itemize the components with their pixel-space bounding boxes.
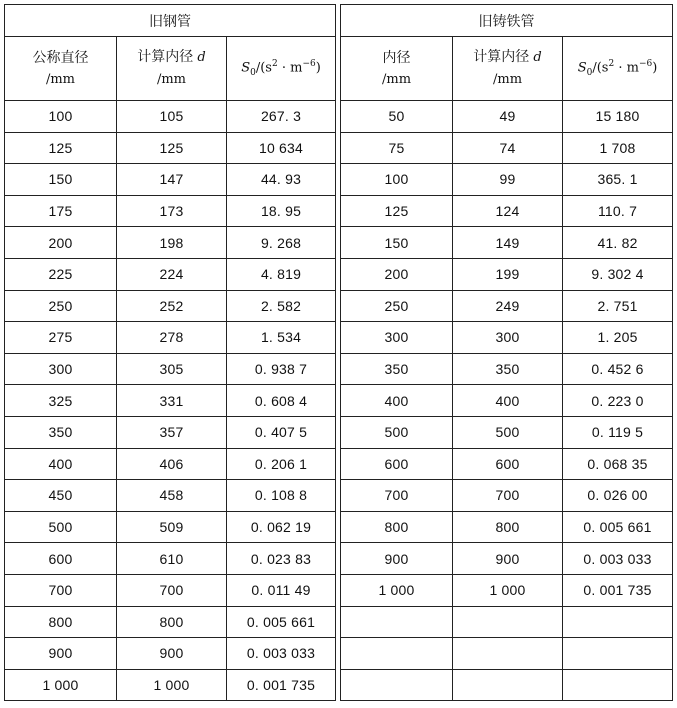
table-row — [5, 195, 336, 227]
empty-cell — [453, 669, 563, 701]
table-row — [341, 164, 673, 196]
steel-col3-sup1: 2 — [271, 59, 278, 70]
table-cell: 357 — [117, 416, 227, 448]
table-cell: 0. 407 5 — [227, 416, 336, 448]
table-cell: 400 — [341, 385, 453, 417]
table-row — [5, 385, 336, 417]
table-row — [341, 385, 673, 417]
table-cell: 250 — [341, 290, 453, 322]
table-cell: 4. 819 — [227, 258, 336, 290]
table-cell: 150 — [5, 164, 117, 196]
table-row — [341, 132, 673, 164]
table-cell: 500 — [453, 416, 563, 448]
steel-s0-header — [227, 37, 336, 101]
table-cell: 200 — [341, 258, 453, 290]
table-cell: 175 — [5, 195, 117, 227]
table-cell: 500 — [5, 511, 117, 543]
table-cell: 0. 005 661 — [563, 511, 673, 543]
steel-col3-sup2: −6 — [302, 59, 316, 70]
steel-table-body — [5, 101, 336, 701]
table-cell: 9. 302 4 — [563, 258, 673, 290]
steel-group-title: 旧钢管 — [5, 5, 336, 37]
table-row — [341, 353, 673, 385]
table-row — [5, 290, 336, 322]
table-cell: 125 — [117, 132, 227, 164]
table-row — [5, 322, 336, 354]
table-row — [341, 543, 673, 575]
table-cell: 0. 001 735 — [227, 669, 336, 701]
steel-col2-name: 计算内径 — [137, 49, 194, 65]
table-cell: 1 000 — [5, 669, 117, 701]
table-cell: 74 — [453, 132, 563, 164]
steel-calc-inner-diameter-header — [117, 37, 227, 101]
table-cell: 0. 452 6 — [563, 353, 673, 385]
table-cell: 110. 7 — [563, 195, 673, 227]
table-cell: 0. 005 661 — [227, 606, 336, 638]
table-cell: 10 634 — [227, 132, 336, 164]
table-cell: 800 — [453, 511, 563, 543]
table-cell: 44. 93 — [227, 164, 336, 196]
empty-cell — [563, 669, 673, 701]
table-cell: 100 — [5, 101, 117, 133]
table-cell: 2. 582 — [227, 290, 336, 322]
table-cell: 225 — [5, 258, 117, 290]
table-cell: 400 — [453, 385, 563, 417]
table-cell: 1. 205 — [563, 322, 673, 354]
table-cell: 300 — [341, 322, 453, 354]
castiron-calc-inner-diameter-header — [453, 37, 563, 101]
table-row — [5, 101, 336, 133]
castiron-col2-unit: /mm — [492, 72, 523, 87]
table-cell: 350 — [341, 353, 453, 385]
table-cell: 800 — [5, 606, 117, 638]
table-cell: 224 — [117, 258, 227, 290]
table-cell: 278 — [117, 322, 227, 354]
empty-cell — [341, 606, 453, 638]
table-cell: 2. 751 — [563, 290, 673, 322]
table-cell: 0. 026 00 — [563, 480, 673, 512]
table-cell: 610 — [117, 543, 227, 575]
table-cell: 350 — [5, 416, 117, 448]
table-row — [341, 669, 673, 701]
table-row — [341, 322, 673, 354]
steel-col3-unit-mid: · m — [277, 60, 303, 76]
steel-col2-unit: /mm — [156, 72, 187, 87]
old-cast-iron-pipe-table — [340, 4, 673, 701]
table-cell: 0. 206 1 — [227, 448, 336, 480]
table-row — [341, 227, 673, 259]
castiron-col3-unit-close: ) — [652, 60, 658, 76]
table-cell: 1 000 — [341, 574, 453, 606]
table-row — [341, 101, 673, 133]
castiron-col2-var: d — [533, 50, 542, 65]
table-cell: 0. 001 735 — [563, 574, 673, 606]
table-cell: 18. 95 — [227, 195, 336, 227]
table-cell: 99 — [453, 164, 563, 196]
table-cell: 147 — [117, 164, 227, 196]
castiron-group-title: 旧铸铁管 — [341, 5, 673, 37]
table-cell: 600 — [341, 448, 453, 480]
table-cell: 124 — [453, 195, 563, 227]
table-row — [341, 448, 673, 480]
table-cell: 700 — [5, 574, 117, 606]
table-cell: 450 — [5, 480, 117, 512]
table-row — [5, 132, 336, 164]
table-cell: 325 — [5, 385, 117, 417]
castiron-s0-header — [563, 37, 673, 101]
table-cell: 300 — [5, 353, 117, 385]
table-cell: 0. 062 19 — [227, 511, 336, 543]
table-cell: 252 — [117, 290, 227, 322]
steel-nominal-diameter-header — [5, 37, 117, 101]
table-row — [341, 480, 673, 512]
table-cell: 1 000 — [453, 574, 563, 606]
castiron-table-body — [341, 101, 673, 701]
table-cell: 250 — [5, 290, 117, 322]
steel-col2-var: d — [197, 50, 206, 65]
table-cell: 365. 1 — [563, 164, 673, 196]
table-row — [341, 511, 673, 543]
castiron-col1-name: 内径 — [382, 49, 411, 66]
table-cell: 700 — [341, 480, 453, 512]
table-cell: 75 — [341, 132, 453, 164]
empty-cell — [341, 638, 453, 670]
table-row — [341, 290, 673, 322]
table-row — [341, 638, 673, 670]
table-cell: 15 180 — [563, 101, 673, 133]
table-cell: 173 — [117, 195, 227, 227]
castiron-col3-sup2: −6 — [638, 59, 653, 70]
table-cell: 200 — [5, 227, 117, 259]
table-cell: 900 — [341, 543, 453, 575]
table-row — [5, 574, 336, 606]
table-cell: 0. 608 4 — [227, 385, 336, 417]
castiron-col3-sub: 0 — [586, 67, 593, 78]
table-cell: 700 — [453, 480, 563, 512]
table-cell: 500 — [341, 416, 453, 448]
steel-col3-unit-open: /(s — [255, 60, 272, 76]
steel-col3-var: S — [241, 60, 251, 76]
table-cell: 50 — [341, 101, 453, 133]
table-row — [5, 606, 336, 638]
table-cell: 275 — [5, 322, 117, 354]
table-row — [5, 416, 336, 448]
table-cell: 0. 223 0 — [563, 385, 673, 417]
steel-col3-unit-close: ) — [315, 60, 321, 76]
table-cell: 458 — [117, 480, 227, 512]
empty-cell — [341, 669, 453, 701]
table-cell: 0. 011 49 — [227, 574, 336, 606]
table-cell: 0. 119 5 — [563, 416, 673, 448]
table-row — [5, 543, 336, 575]
castiron-col1-unit: /mm — [381, 71, 412, 87]
castiron-col3-sup1: 2 — [608, 59, 615, 70]
steel-col1-name: 公称直径 — [32, 49, 89, 66]
table-cell: 0. 003 033 — [227, 638, 336, 670]
table-row — [341, 416, 673, 448]
table-cell: 125 — [5, 132, 117, 164]
table-cell: 900 — [453, 543, 563, 575]
table-cell: 900 — [5, 638, 117, 670]
table-cell: 198 — [117, 227, 227, 259]
empty-cell — [563, 606, 673, 638]
table-cell: 400 — [5, 448, 117, 480]
table-row — [5, 511, 336, 543]
steel-col3-sub: 0 — [250, 67, 256, 78]
table-cell: 900 — [117, 638, 227, 670]
castiron-col3-var: S — [577, 60, 587, 76]
table-cell: 1 000 — [117, 669, 227, 701]
table-row — [341, 574, 673, 606]
table-row — [5, 480, 336, 512]
table-cell: 1 708 — [563, 132, 673, 164]
table-cell: 9. 268 — [227, 227, 336, 259]
table-row — [5, 638, 336, 670]
table-cell: 249 — [453, 290, 563, 322]
table-cell: 350 — [453, 353, 563, 385]
table-cell: 199 — [453, 258, 563, 290]
table-cell: 0. 023 83 — [227, 543, 336, 575]
table-cell: 800 — [341, 511, 453, 543]
old-steel-pipe-table — [4, 4, 336, 701]
table-cell: 0. 938 7 — [227, 353, 336, 385]
table-cell: 100 — [341, 164, 453, 196]
castiron-inner-diameter-header — [341, 37, 453, 101]
table-cell: 300 — [453, 322, 563, 354]
castiron-col3-unit-open: /(s — [592, 60, 609, 76]
table-row — [5, 353, 336, 385]
table-cell: 105 — [117, 101, 227, 133]
castiron-col3-unit-mid: · m — [614, 60, 639, 76]
castiron-col2-name: 计算内径 — [473, 49, 530, 65]
table-cell: 125 — [341, 195, 453, 227]
pipe-resistance-tables — [4, 4, 674, 701]
table-cell: 600 — [5, 543, 117, 575]
table-cell: 305 — [117, 353, 227, 385]
empty-cell — [563, 638, 673, 670]
table-cell: 800 — [117, 606, 227, 638]
table-row — [5, 164, 336, 196]
table-cell: 0. 068 35 — [563, 448, 673, 480]
table-cell: 406 — [117, 448, 227, 480]
table-cell: 600 — [453, 448, 563, 480]
table-cell: 1. 534 — [227, 322, 336, 354]
table-cell: 150 — [341, 227, 453, 259]
table-row — [5, 448, 336, 480]
table-cell: 41. 82 — [563, 227, 673, 259]
table-row — [341, 258, 673, 290]
table-row — [5, 669, 336, 701]
table-cell: 149 — [453, 227, 563, 259]
table-cell: 509 — [117, 511, 227, 543]
table-row — [341, 606, 673, 638]
table-row — [5, 227, 336, 259]
empty-cell — [453, 638, 563, 670]
table-cell: 700 — [117, 574, 227, 606]
table-cell: 331 — [117, 385, 227, 417]
table-cell: 0. 003 033 — [563, 543, 673, 575]
empty-cell — [453, 606, 563, 638]
table-row — [5, 258, 336, 290]
steel-col1-unit: /mm — [45, 71, 76, 87]
table-cell: 0. 108 8 — [227, 480, 336, 512]
table-row — [341, 195, 673, 227]
table-cell: 49 — [453, 101, 563, 133]
table-cell: 267. 3 — [227, 101, 336, 133]
